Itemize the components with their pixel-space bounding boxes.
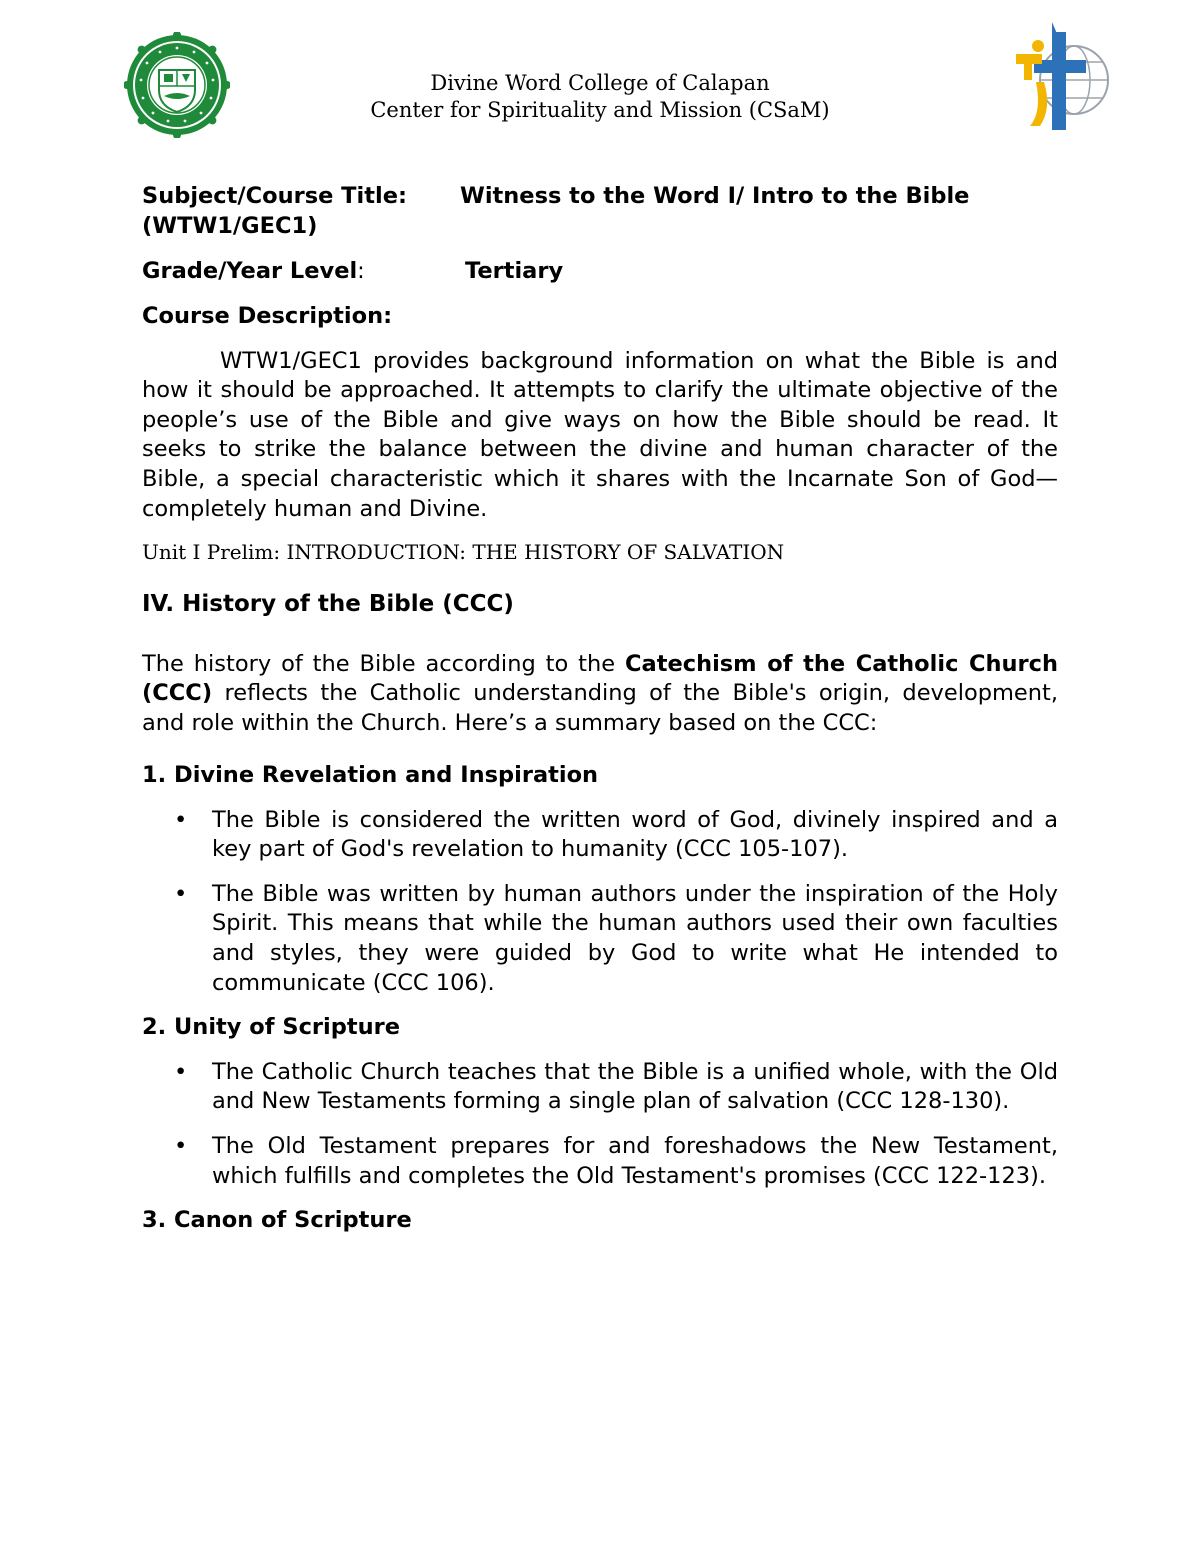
- intro-text-end: reflects the Catholic understanding of the Bible's origin, development, and role within the Church. Here’s a summary based on the CCC:: [142, 680, 1058, 736]
- bullet-icon: •: [174, 806, 188, 833]
- description-label: Course Description:: [142, 303, 393, 329]
- document-header: [300, 70, 900, 124]
- bullet-text: The Old Testament prepares for and foreshadows the New Testament, which fulfills and completes the Old Testament's promises (CCC 122-123).: [212, 1132, 1058, 1189]
- bullet-icon: •: [174, 1058, 188, 1085]
- subject-label: Subject/Course Title:: [142, 183, 407, 209]
- bullet-list-1: [142, 806, 1058, 999]
- subsection-heading-2: 2. Unity of Scripture: [142, 1014, 400, 1041]
- csam-cross-globe-icon: [1012, 22, 1112, 134]
- list-item: [174, 1058, 1058, 1117]
- subject-value: Witness to the Word I/ Intro to the Bible: [460, 183, 970, 209]
- bullet-text: The Catholic Church teaches that the Bible is a unified whole, with the Old and New Testaments forming a single plan of salvation (CCC 128-130).: [212, 1058, 1058, 1115]
- course-description: WTW1/GEC1 provides background information on what the Bible is and how it should be approached. It attempts to clarify the ultimate objective of the people’s use of the Bible and give ways on how the Bible should be read. It seeks to strike the balance between the divine and human character of the Bible, a special characteristic which it shares with the Incarnate Son of God—completely human and Divine.: [142, 347, 1058, 522]
- grade-row: [142, 257, 1058, 287]
- grade-label-wrap: [142, 257, 365, 287]
- subsection-heading-3: 3. Canon of Scripture: [142, 1207, 412, 1234]
- list-item: [174, 1132, 1058, 1191]
- document-body: [142, 182, 1058, 1236]
- bullet-list-2: [142, 1058, 1058, 1191]
- bullet-text: The Bible is considered the written word of God, divinely inspired and a key part of God's revelation to humanity (CCC 105-107).: [212, 806, 1058, 863]
- college-seal-icon: [124, 32, 230, 138]
- subject-row: [142, 182, 1058, 242]
- intro-text-bold: Catechism of the Catholic Church (CCC): [142, 650, 1059, 707]
- center-name: Center for Spirituality and Mission (CSaM): [370, 98, 830, 122]
- unit-title: Unit I Prelim: INTRODUCTION: THE HISTORY OF SALVATION: [142, 540, 785, 565]
- intro-text-start: The history of the Bible according to the: [142, 650, 626, 677]
- subject-code: (WTW1/GEC1): [142, 212, 318, 239]
- bullet-icon: •: [174, 880, 188, 907]
- grade-value: Tertiary: [465, 258, 564, 284]
- subsection-heading-1: 1. Divine Revelation and Inspiration: [142, 762, 599, 789]
- list-item: [174, 880, 1058, 998]
- bullet-text: The Bible was written by human authors under the inspiration of the Holy Spirit. This means that while the human authors used their own faculties and styles, they were guided by God to write what He intended to communicate (CCC 106).: [212, 880, 1058, 996]
- bullet-icon: •: [174, 1132, 188, 1159]
- section-heading: IV. History of the Bible (CCC): [142, 591, 514, 618]
- section-intro: [142, 650, 1058, 739]
- grade-colon: :: [357, 258, 365, 284]
- college-name: Divine Word College of Calapan: [430, 71, 770, 95]
- list-item: [174, 806, 1058, 865]
- grade-label: Grade/Year Level: [142, 258, 358, 284]
